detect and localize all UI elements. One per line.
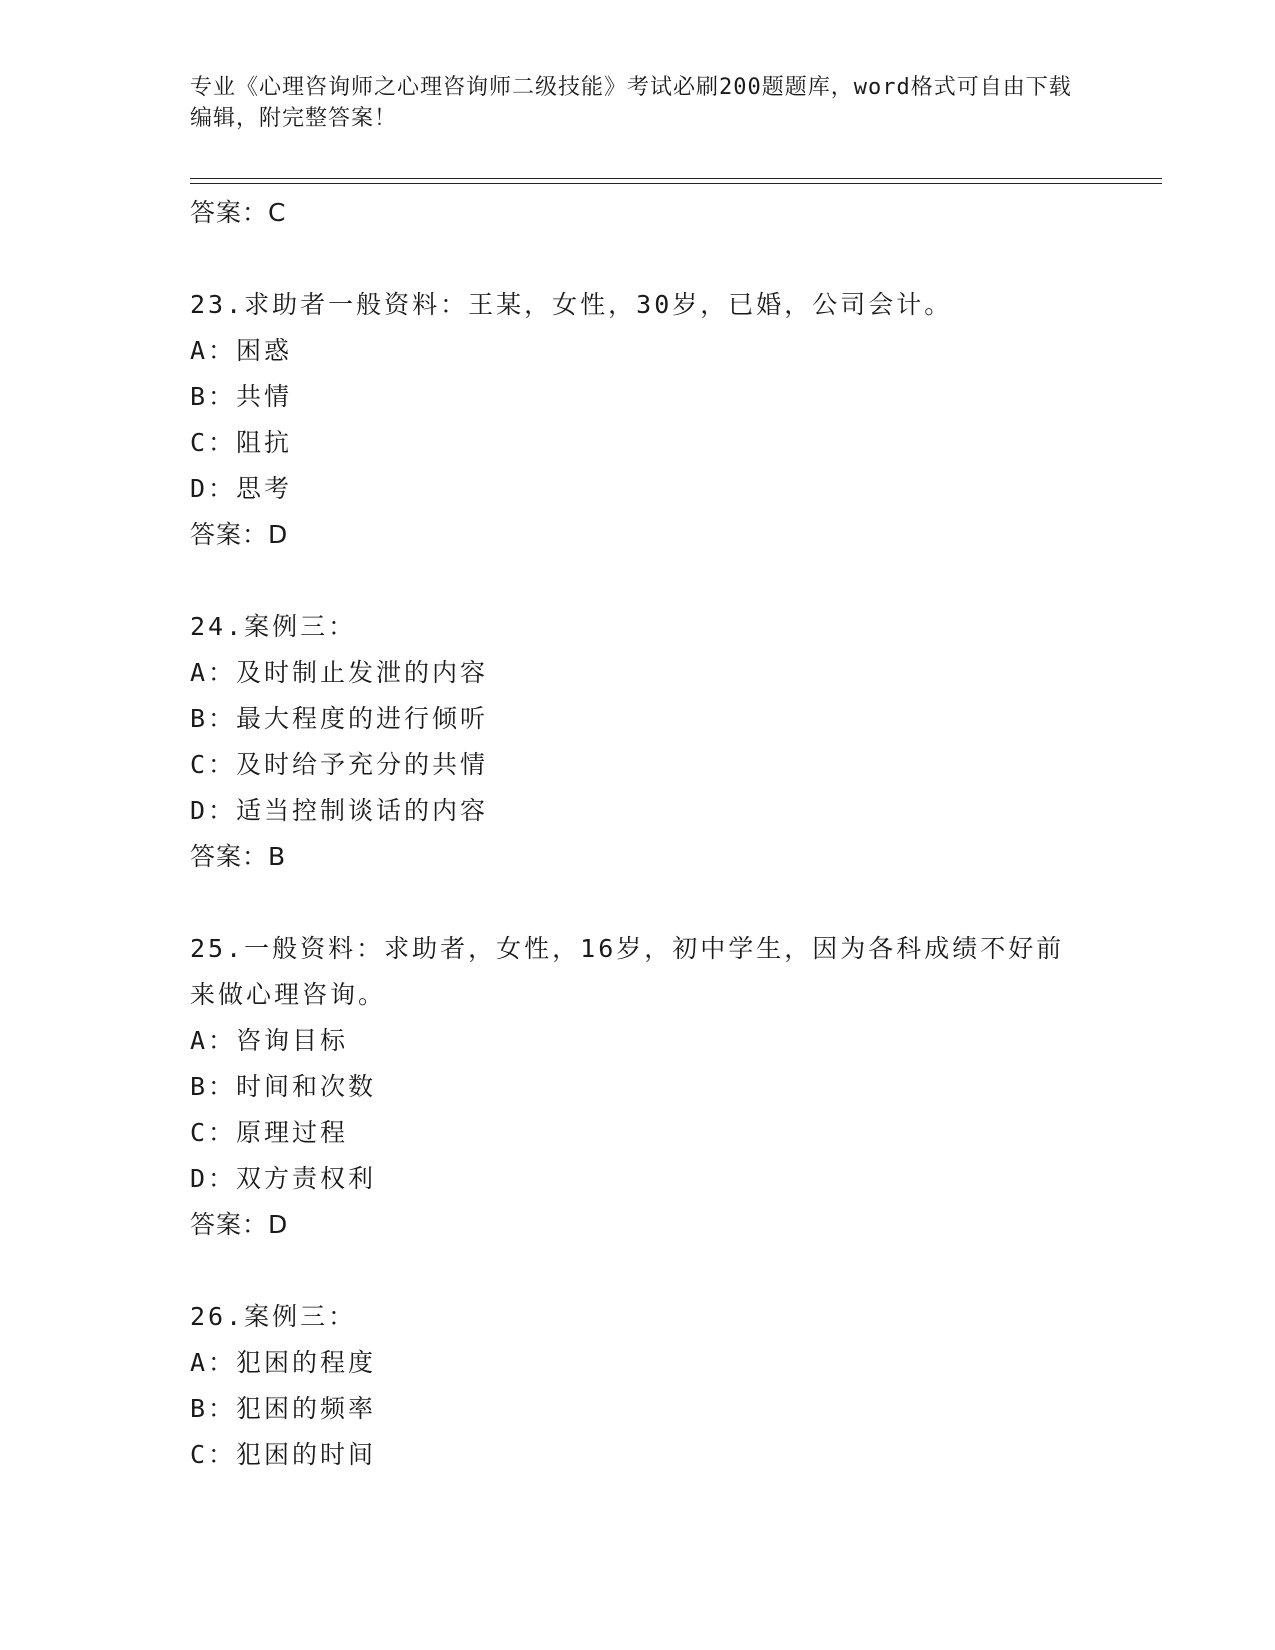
option-c: C：原理过程 [190, 1118, 349, 1147]
option-a: A：困惑 [190, 336, 293, 365]
answer-line: 答案：B [190, 842, 287, 871]
option-c: C：犯困的时间 [190, 1440, 377, 1469]
option-b: B：共情 [190, 382, 293, 411]
option-b: B：最大程度的进行倾听 [190, 704, 489, 733]
question-stem: 24.案例三： [190, 612, 357, 641]
question-block [190, 926, 1090, 1248]
answer-line: 答案：C [190, 198, 287, 227]
option-a: A：咨询目标 [190, 1026, 349, 1055]
option-a: A：犯困的程度 [190, 1348, 377, 1377]
question-block [190, 282, 1090, 558]
option-c: C：阻抗 [190, 428, 293, 457]
answer-line: 答案：D [190, 520, 289, 549]
header-divider-top [190, 178, 1162, 179]
question-stem: 23.求助者一般资料：王某，女性，30岁，已婚，公司会计。 [190, 290, 953, 319]
header-divider-bottom [190, 183, 1162, 184]
option-a: A：及时制止发泄的内容 [190, 658, 489, 687]
option-d: D：思考 [190, 474, 293, 503]
option-b: B：犯困的频率 [190, 1394, 377, 1423]
question-block [190, 1294, 1090, 1478]
option-b: B：时间和次数 [190, 1072, 377, 1101]
question-list [190, 190, 1090, 1478]
option-c: C：及时给予充分的共情 [190, 750, 489, 779]
option-d: D：适当控制谈话的内容 [190, 796, 489, 825]
question-block [190, 604, 1090, 880]
answer-line: 答案：D [190, 1210, 289, 1239]
question-stem: 25.一般资料：求助者，女性，16岁，初中学生，因为各科成绩不好前来做心理咨询。 [190, 934, 1065, 1009]
option-d: D：双方责权利 [190, 1164, 377, 1193]
document-header: 专业《心理咨询师之心理咨询师二级技能》考试必刷200题题库，word格式可自由下载编辑，附完整答案！ [190, 75, 1072, 131]
question-stem: 26.案例三： [190, 1302, 357, 1331]
